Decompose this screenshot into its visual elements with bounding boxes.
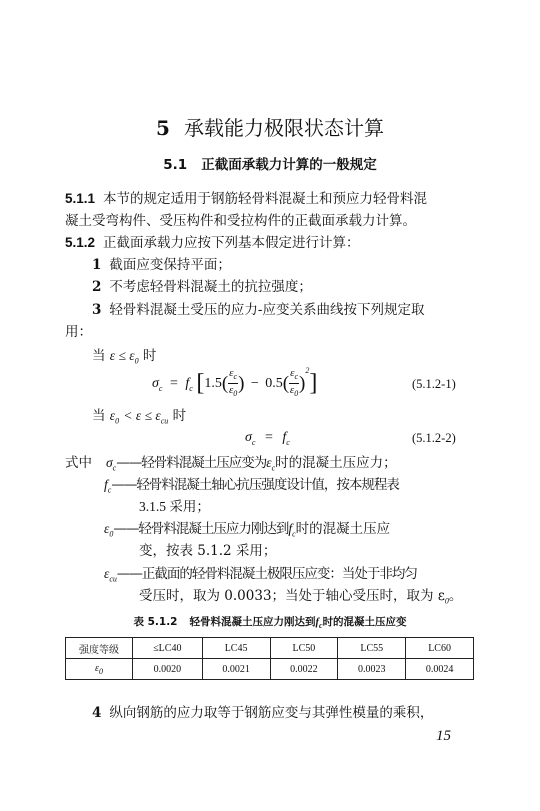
item-text: 纵向钢筋的应力取等于钢筋应变与其弹性模量的乘积， xyxy=(109,705,434,721)
table-header-row xyxy=(66,638,474,659)
definition-2-cont: 3.1.5 采用； xyxy=(139,499,210,514)
symbol: ε xyxy=(266,455,272,470)
section-heading xyxy=(0,153,540,173)
subscript: c xyxy=(189,383,193,393)
numerator: ε xyxy=(290,367,295,380)
subscript: cu xyxy=(160,416,169,426)
list-item-2 xyxy=(92,276,312,298)
right-paren: ) xyxy=(238,373,245,394)
item-number: 4 xyxy=(92,705,102,721)
table-header-cell: LC55 xyxy=(338,638,406,659)
subscript: c xyxy=(158,383,163,393)
list-item-3-cont: 用： xyxy=(65,324,92,340)
subscript: c xyxy=(286,437,290,447)
subscript: c xyxy=(107,485,112,495)
item-number: 1 xyxy=(92,257,102,273)
subscript: 0 xyxy=(134,356,139,366)
subscript: 0 xyxy=(294,389,299,399)
table-cell: 0.0023 xyxy=(338,659,406,680)
table-title-text: 轻骨料混凝土压应力刚达到 xyxy=(189,616,316,628)
section-title: 正截面承载力计算的一般规定 xyxy=(201,157,377,173)
exponent: 2 xyxy=(305,366,310,375)
condition-suffix: 时 xyxy=(142,348,157,364)
definition-text: ——轻骨料混凝土压应变为 xyxy=(116,455,267,471)
equals-sign: = xyxy=(169,376,178,391)
sigma-symbol: σ xyxy=(152,376,159,391)
subscript: 0 xyxy=(444,596,449,606)
fraction-2 xyxy=(289,367,299,400)
equation-number-2: (5.1.2-2) xyxy=(412,431,456,445)
condition-expression: ε ≤ ε xyxy=(109,348,135,363)
clause-5-1-1-line2: 凝土受弯构件、受压构件和受拉构件的正截面承载力计算。 xyxy=(65,213,416,229)
subscript: c xyxy=(233,372,238,382)
list-item-4 xyxy=(92,702,433,724)
chapter-heading xyxy=(0,112,540,141)
clause-text: 本节的规定适用于钢筋轻骨料混凝土和预应力轻骨料混 xyxy=(103,191,428,207)
denominator: ε xyxy=(289,384,295,397)
table-cell: 0.0020 xyxy=(133,659,203,680)
clause-number: 5.1.1 xyxy=(65,191,96,206)
symbol: σ xyxy=(106,455,113,470)
table-row-label xyxy=(66,659,133,680)
equals-sign: = xyxy=(264,430,273,445)
coefficient-2: 0.5 xyxy=(265,376,283,391)
clause-number: 5.1.2 xyxy=(65,235,96,250)
definition-text: 时的混凝土压应力； xyxy=(275,455,397,471)
page-number: 15 xyxy=(436,728,451,744)
section-number: 5.1 xyxy=(163,157,188,173)
formula-5-1-2-1 xyxy=(152,366,317,400)
right-paren: ) xyxy=(299,373,306,394)
item-number: 2 xyxy=(92,279,102,295)
subscript: cu xyxy=(109,574,117,584)
condition-prefix: 当 xyxy=(92,408,106,424)
definition-text: ——轻骨料混凝土轴心抗压强度设计值，按本规程表 xyxy=(111,477,399,493)
item-text: 不考虑轻骨料混凝土的抗拉强度； xyxy=(109,279,312,295)
coefficient-1: 1.5 xyxy=(204,376,222,391)
formula-5-1-2-2 xyxy=(245,430,290,447)
condition-suffix: 时 xyxy=(172,408,187,424)
symbol: f xyxy=(315,617,319,628)
table-header-cell: LC50 xyxy=(270,638,338,659)
definition-text: 受压时，取为 0.0033；当处于轴心受压时，取为 ε xyxy=(139,588,445,604)
item-text: 截面应变保持平面； xyxy=(109,257,231,273)
symbol: ε xyxy=(104,521,110,536)
symbol: ε xyxy=(95,662,99,674)
symbol: f xyxy=(104,477,108,492)
clause-5-1-1-line1 xyxy=(65,188,427,210)
minus-sign: − xyxy=(250,376,259,391)
symbol: f xyxy=(288,521,293,536)
condition-expression: < ε ≤ ε xyxy=(123,408,161,423)
subscript: c xyxy=(251,437,256,447)
table-title-text: 时的混凝土压应变 xyxy=(322,616,407,628)
definition-text: 。 xyxy=(448,588,463,604)
item-text: 轻骨料混凝土受压的应力-应变关系曲线按下列规定取 xyxy=(109,302,425,318)
item-number: 3 xyxy=(92,302,102,318)
right-bracket: ] xyxy=(309,370,318,396)
left-paren: ( xyxy=(282,373,290,394)
table-row xyxy=(66,659,474,680)
fraction-1 xyxy=(228,367,238,400)
subscript: 0 xyxy=(98,666,103,676)
table-cell: 0.0022 xyxy=(270,659,338,680)
condition-expression: ε xyxy=(109,408,116,423)
f-symbol: f xyxy=(282,430,287,445)
sigma-symbol: σ xyxy=(245,430,252,445)
definition-text: ——轻骨料混凝土压应力刚达到 xyxy=(113,521,289,537)
left-paren: ( xyxy=(221,373,229,394)
definition-text: 时的混凝土压应 xyxy=(295,521,391,537)
chapter-title: 承载能力极限状态计算 xyxy=(183,116,384,140)
chapter-number: 5 xyxy=(156,116,170,140)
condition-prefix: 当 xyxy=(92,348,106,364)
table-header-cell: ≤LC40 xyxy=(133,638,203,659)
symbol: ε xyxy=(104,566,110,581)
subscript: 0 xyxy=(109,529,114,539)
list-item-3 xyxy=(92,299,424,321)
clause-text: 正截面承载力应按下列基本假定进行计算： xyxy=(103,235,360,251)
definition-4-cont xyxy=(139,585,462,613)
subscript: c xyxy=(271,463,276,473)
condition-2 xyxy=(92,405,186,433)
definitions-lead: 式中 xyxy=(65,455,92,471)
table-header-cell: LC45 xyxy=(202,638,270,659)
strain-table xyxy=(65,637,474,680)
subscript: 0 xyxy=(233,389,238,399)
condition-1 xyxy=(92,345,156,373)
table-header-cell: LC60 xyxy=(406,638,474,659)
numerator: ε xyxy=(229,367,234,380)
equation-number-1: (5.1.2-1) xyxy=(412,377,456,391)
definition-text: ——正截面的轻骨料混凝土极限压应变：当处于非均匀 xyxy=(116,566,417,582)
denominator: ε xyxy=(228,384,234,397)
table-number: 表 5.1.2 xyxy=(133,616,178,628)
table-caption xyxy=(0,614,540,630)
subscript: 0 xyxy=(115,416,120,426)
subscript: c xyxy=(294,372,299,382)
f-symbol: f xyxy=(185,376,190,391)
subscript: c xyxy=(292,529,296,539)
table-header-cell: 强度等级 xyxy=(66,638,133,659)
table-cell: 0.0024 xyxy=(406,659,474,680)
clause-5-1-2-intro xyxy=(65,232,360,254)
list-item-1 xyxy=(92,254,231,276)
left-bracket: [ xyxy=(196,370,205,396)
definition-3-cont: 变，按表 5.1.2 采用； xyxy=(139,543,277,559)
table-cell: 0.0021 xyxy=(202,659,270,680)
subscript: c xyxy=(112,463,117,473)
subscript: c xyxy=(319,621,323,631)
